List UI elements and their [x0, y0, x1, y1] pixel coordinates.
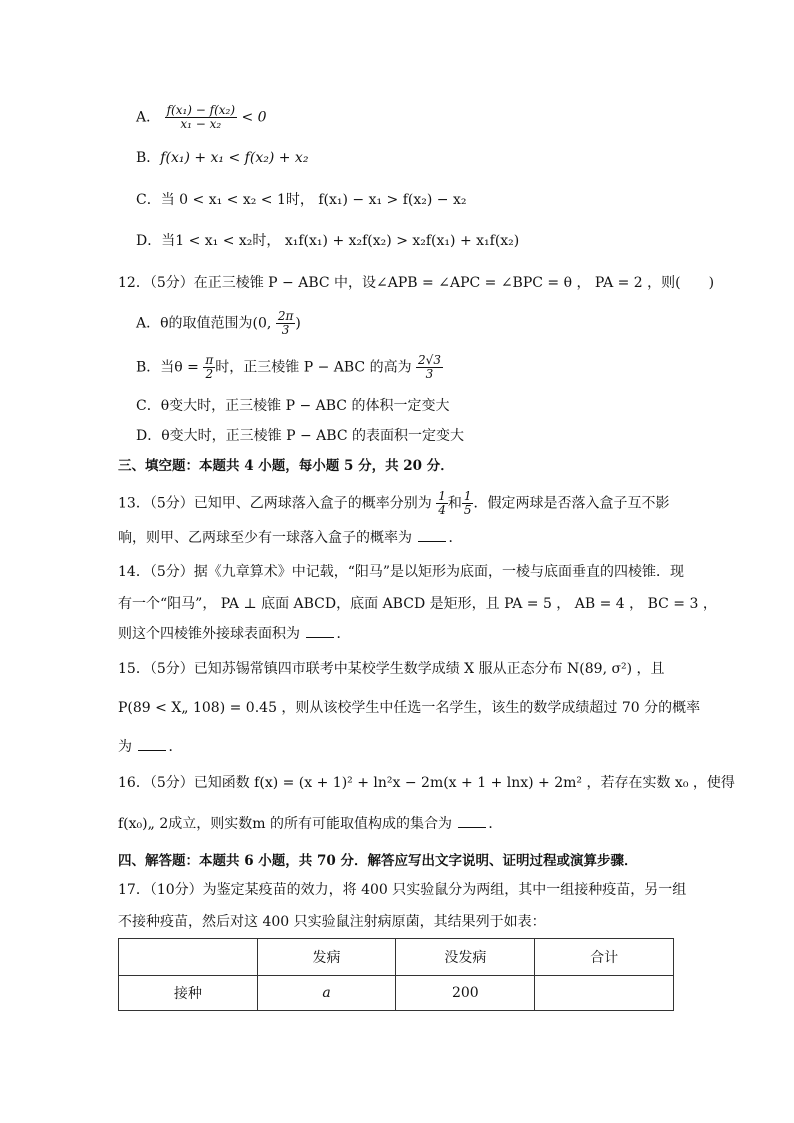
- table-header-cell: 没发病: [396, 939, 535, 976]
- fraction: [462, 490, 474, 517]
- q11-option-a: [136, 104, 267, 131]
- fraction-numerator: 2√3: [418, 353, 441, 367]
- option-text: 当 0 < x₁ < x₂ < 1时， f(x₁) − x₁ > f(x₂) − x₂: [160, 192, 467, 208]
- option-text: 当1 < x₁ < x₂时， x₁f(x₁) + x₂f(x₂) > x₂f(x₁) + x₁f(x₂): [161, 233, 520, 249]
- option-text-end: ): [295, 315, 301, 332]
- question-end: ．: [168, 739, 183, 755]
- q14-line-1: 14．（5分）据《九章算术》中记载，“阳马”是以矩形为底面，一棱与底面垂直的四棱锥．现: [118, 564, 685, 580]
- q17-line-2: 不接种疫苗，然后对这 400 只实验鼠注射病原菌，其结果列于如表：: [118, 914, 546, 930]
- question-text: 响，则甲、乙两球至少有一球落入盒子的概率为: [118, 530, 412, 546]
- fraction-numerator: 2π: [277, 309, 294, 323]
- question-end: ．: [336, 626, 351, 642]
- answer-blank[interactable]: [458, 815, 486, 828]
- option-label: A．: [136, 109, 161, 126]
- fraction: [416, 354, 443, 381]
- option-text: θ变大时，正三棱锥 P − ABC 的体积一定变大: [160, 398, 450, 414]
- q17-line-1: 17．（10分）为鉴定某疫苗的效力，将 400 只实验鼠分为两组，其中一组接种疫苗，另一组: [118, 882, 687, 898]
- table-cell: a: [257, 976, 396, 1011]
- question-text: 13．（5分）已知甲、乙两球落入盒子的概率分别为: [118, 495, 432, 512]
- q16-line-1: 16．（5分）已知函数 f(x) = (x + 1)² + ln²x − 2m(x + 1 + lnx) + 2m² ，若存在实数 x₀ ，使得: [118, 775, 735, 791]
- table-cell: [535, 976, 674, 1011]
- q15-line-3: [118, 737, 182, 757]
- option-text: θ变大时，正三棱锥 P − ABC 的表面积一定变大: [161, 428, 464, 444]
- section-heading: 四、解答题：本题共 6 小题，共 70 分．解答应写出文字说明、证明过程或演算步骤．: [118, 853, 638, 869]
- fraction: [436, 490, 448, 517]
- option-label: C．: [136, 398, 161, 414]
- option-label: B．: [136, 359, 161, 376]
- q13-line-2: [118, 528, 462, 548]
- question-end: ．: [488, 816, 503, 832]
- fraction: [276, 310, 296, 337]
- q12-option-b: [136, 354, 443, 381]
- table-header-cell: 合计: [535, 939, 674, 976]
- q11-option-c: [136, 190, 466, 210]
- answer-blank[interactable]: [306, 625, 334, 638]
- q11-option-d: [136, 231, 519, 251]
- q13-line-1: [118, 490, 669, 517]
- option-label: D．: [136, 428, 162, 444]
- fraction-denominator: 4: [438, 503, 446, 517]
- fraction-denominator: 3: [281, 323, 290, 337]
- question-text: f(x₀)„ 2成立，则实数m 的所有可能取值构成的集合为: [118, 816, 452, 832]
- section-heading: 三、填空题：本题共 4 小题，每小题 5 分，共 20 分．: [118, 458, 454, 474]
- table-cell: 200: [396, 976, 535, 1011]
- fraction-denominator: 3: [425, 367, 434, 381]
- table-header-cell: [119, 939, 258, 976]
- option-tail: < 0: [241, 109, 267, 126]
- fraction: [203, 354, 215, 381]
- option-text: 当θ =: [160, 359, 199, 376]
- table-cell: 接种: [119, 976, 258, 1011]
- q14-line-3: [118, 624, 350, 644]
- answer-blank[interactable]: [138, 738, 166, 751]
- option-label: B．: [136, 150, 161, 166]
- fraction-numerator: 1: [438, 489, 446, 503]
- q12-option-c: [136, 396, 449, 416]
- question-text: 为: [118, 739, 132, 755]
- option-text: f(x₁) + x₁ < f(x₂) + x₂: [160, 150, 309, 166]
- q11-option-b: [136, 148, 308, 168]
- question-text: 则这个四棱锥外接球表面积为: [118, 626, 300, 642]
- q15-line-2: P(89 < X„ 108) = 0.45 ，则从该校学生中任选一名学生，该生的数学成绩超过 70 分的概率: [118, 700, 701, 716]
- option-label: C．: [136, 192, 161, 208]
- table-row: [119, 976, 674, 1011]
- fraction-numerator: 1: [463, 489, 472, 503]
- data-table: [118, 938, 674, 1011]
- q14-line-2: 有一个“阳马”， PA ⊥ 底面 ABCD，底面 ABCD 是矩形，且 PA = 5 ， AB = 4 ， BC = 3 ，: [118, 596, 717, 612]
- q12-option-a: [136, 310, 301, 337]
- table-header-cell: 发病: [257, 939, 396, 976]
- q15-line-1: 15．（5分）已知苏锡常镇四市联考中某校学生数学成绩 X 服从正态分布 N(89, σ²) ，且: [118, 661, 665, 677]
- question-text: 和: [447, 495, 462, 512]
- question-text: ．假定两球是否落入盒子互不影: [473, 495, 670, 512]
- q16-line-2: [118, 814, 502, 834]
- option-text: θ的取值范围为(0,: [160, 315, 272, 332]
- fraction-numerator: π: [205, 353, 214, 367]
- option-label: A．: [136, 315, 161, 332]
- fraction-numerator: f(x₁) − f(x₂): [166, 103, 236, 117]
- fraction-denominator: 2: [205, 367, 214, 381]
- q12-stem: 12．（5分）在正三棱锥 P − ABC 中，设∠APB = ∠APC = ∠BPC = θ ， PA = 2 ，则( ): [118, 275, 715, 291]
- question-end: ．: [448, 530, 463, 546]
- fraction-denominator: 5: [463, 503, 472, 517]
- table-header-row: [119, 939, 674, 976]
- fraction-denominator: x₁ − x₂: [180, 117, 222, 131]
- option-text-mid: 时，正三棱锥 P − ABC 的高为: [215, 359, 412, 376]
- q12-option-d: [136, 426, 464, 446]
- answer-blank[interactable]: [418, 529, 446, 542]
- option-label: D．: [136, 233, 162, 249]
- fraction: [165, 104, 237, 131]
